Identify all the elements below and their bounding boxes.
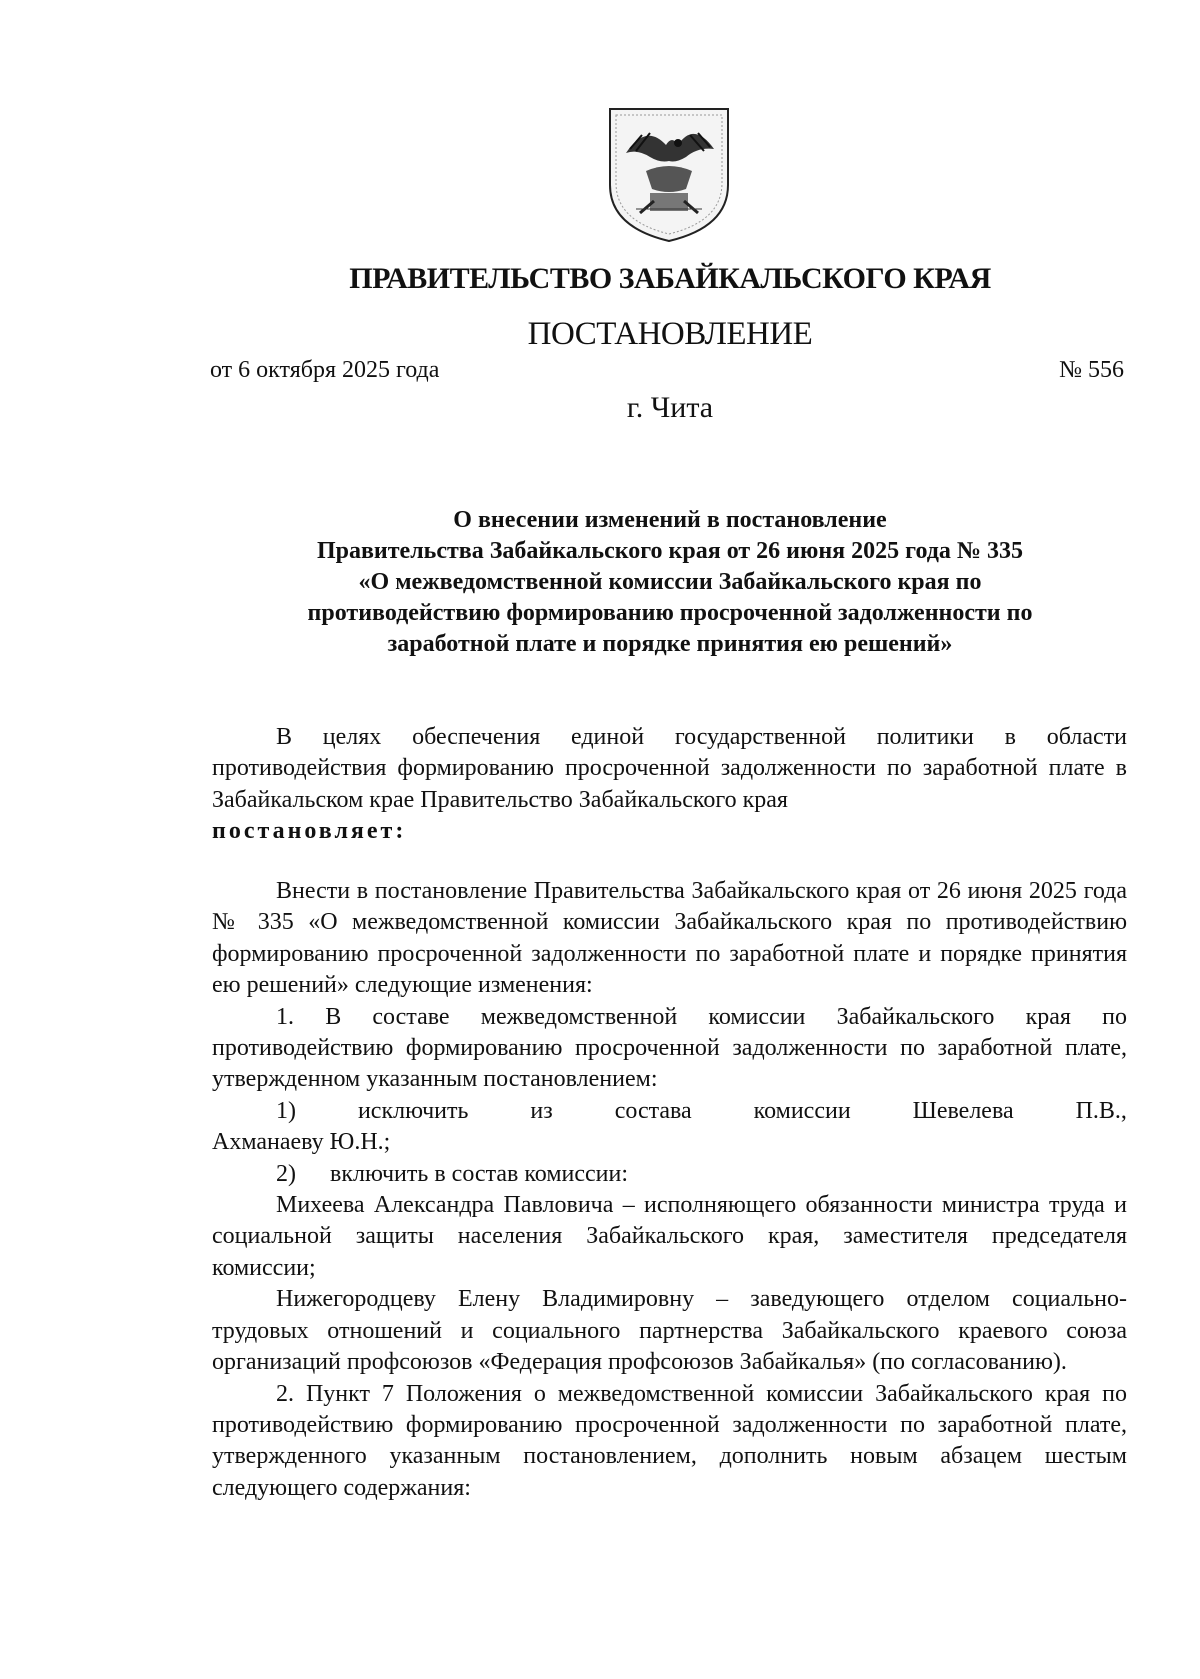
subitem-1-word: состава (614, 1097, 692, 1124)
resolves-word: постановляет: (212, 818, 407, 845)
subitem-1-word: из (530, 1097, 553, 1124)
document-city: г. Чита (626, 391, 714, 424)
document-title (210, 505, 1130, 660)
subitem-1-continuation: Ахманаеву Ю.Н.; (212, 1129, 391, 1156)
title-line: «О межведомственной комиссии Забайкальского края по (358, 569, 982, 595)
document-date: от 6 октября 2025 года (210, 357, 440, 383)
paragraph-1: 1. В составе межведомственной комиссии Забайкальского края по противодействию формированию просроченной задолженности по заработной плате, утвержденном указанным постановлением: (212, 1003, 1127, 1093)
document-type: ПОСТАНОВЛЕНИЕ (527, 316, 813, 352)
subitem-2-number: 2) (276, 1160, 296, 1187)
preamble-text: В целях обеспечения единой государственной политики в области противодействия формированию просроченной задолженности по заработной плате в Забайкальском крае Правительство Забайкальского края (212, 724, 1127, 813)
subitem-1-word: 1) (276, 1097, 296, 1124)
subitem-1-word: Шевелева (912, 1097, 1014, 1124)
preamble (212, 722, 1127, 848)
document-body (212, 876, 1127, 1504)
title-line: заработной плате и порядке принятия ею решений» (387, 631, 953, 657)
member-1: Михеева Александра Павловича – исполняющего обязанности министра труда и социальной защиты населения Забайкальского края, заместителя председателя комиссии; (212, 1192, 1127, 1281)
member-2: Нижегородцеву Елену Владимировну – заведующего отделом социально-трудовых отношений и социального партнерства Забайкальского краевого союза организаций профсоюзов «Федерация профсоюзов Забайкалья» (по согласованию). (212, 1286, 1127, 1376)
document-number: № 556 (1059, 357, 1124, 383)
subitem-1-word: исключить (357, 1097, 469, 1124)
subitem-2-text: включить в состав комиссии: (330, 1160, 629, 1187)
subitem-1-word: комиссии (753, 1097, 851, 1124)
coat-of-arms-emblem (606, 105, 732, 245)
organization-name: ПРАВИТЕЛЬСТВО ЗАБАЙКАЛЬСКОГО КРАЯ (349, 262, 991, 295)
paragraph-intro: Внести в постановление Правительства Забайкальского края от 26 июня 2025 года № 335 «О межведомственной комиссии Забайкальского края по противодействию формированию просроченной задолженности по заработной плате и порядке принятия ею решений» следующие изменения: (212, 878, 1127, 999)
title-line: противодействию формированию просроченной задолженности по (307, 600, 1033, 626)
subitem-1 (212, 1096, 1127, 1127)
subitem-2 (212, 1159, 1127, 1190)
title-line: Правительства Забайкальского края от 26 июня 2025 года № 335 (316, 538, 1024, 564)
title-line: О внесении изменений в постановление (453, 507, 887, 533)
paragraph-2: 2. Пункт 7 Положения о межведомственной комиссии Забайкальского края по противодействию формированию просроченной задолженности по заработной плате, утвержденного указанным постановлением, дополнить новым абзацем шестым следующего содержания: (212, 1380, 1127, 1501)
subitem-1-word: П.В., (1075, 1097, 1127, 1124)
